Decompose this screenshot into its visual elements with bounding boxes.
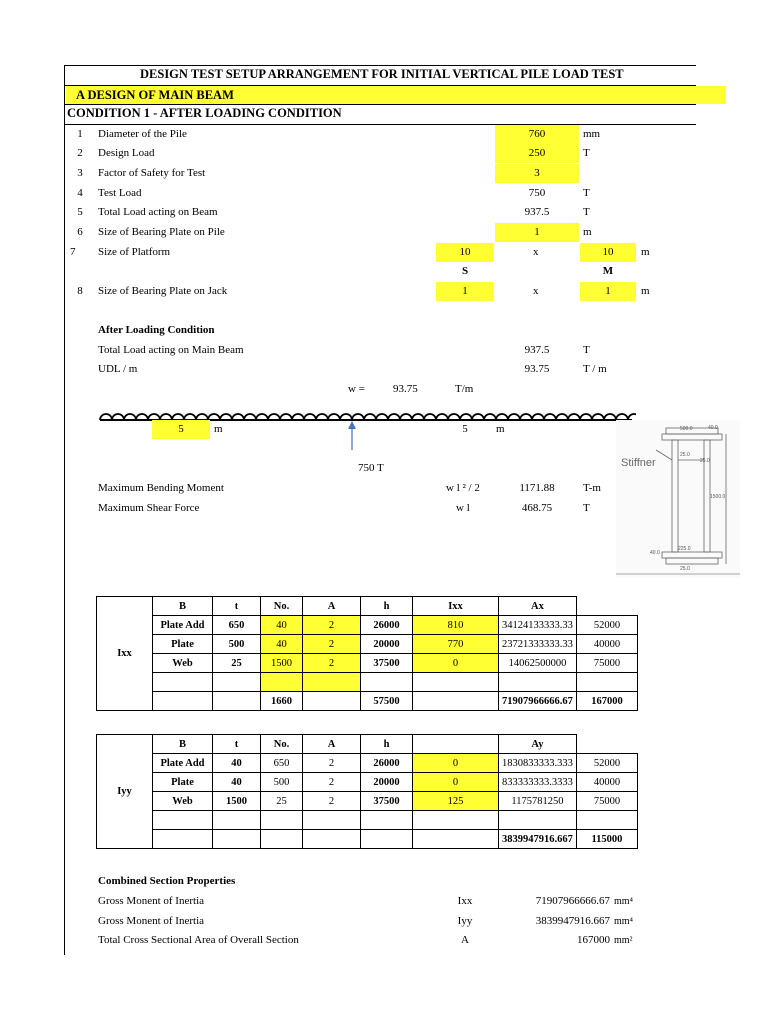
table-cell: 1175781250 bbox=[499, 792, 577, 811]
table-cell bbox=[576, 811, 637, 830]
table-cell: Web bbox=[153, 792, 213, 811]
table-cell: 34124133333.33 bbox=[499, 616, 577, 635]
row-unit: T bbox=[583, 147, 590, 159]
table-cell bbox=[213, 673, 261, 692]
table-cell: 37500 bbox=[361, 792, 413, 811]
table-cell: Plate bbox=[153, 635, 213, 654]
beam-section-sketch bbox=[616, 420, 740, 578]
sketch-stiffner: Stiffner bbox=[621, 457, 656, 469]
col-header: Ay bbox=[499, 735, 577, 754]
table-cell bbox=[361, 673, 413, 692]
span-right-unit: m bbox=[496, 423, 505, 435]
row-label: Size of Platform bbox=[98, 246, 171, 258]
table-cell: 40 bbox=[213, 754, 261, 773]
table-cell: 75000 bbox=[576, 654, 637, 673]
table-cell[interactable] bbox=[261, 673, 303, 692]
bm-unit: T-m bbox=[583, 482, 601, 494]
w-label: w = bbox=[348, 383, 365, 395]
udl-label: UDL / m bbox=[98, 363, 138, 375]
condition-heading: CONDITION 1 - AFTER LOADING CONDITION bbox=[67, 106, 342, 120]
combined-value: 3839947916.667 bbox=[535, 915, 610, 927]
table-cell bbox=[361, 830, 413, 849]
combined-value: 71907966666.67 bbox=[535, 895, 610, 907]
table-cell[interactable]: 40 bbox=[261, 635, 303, 654]
table-cell: 57500 bbox=[361, 692, 413, 711]
table-cell: 2 bbox=[303, 754, 361, 773]
table-cell bbox=[576, 673, 637, 692]
table-cell bbox=[499, 811, 577, 830]
table-cell: 167000 bbox=[576, 692, 637, 711]
row-no: 6 bbox=[77, 226, 83, 238]
sketch-bm: 225.0 bbox=[678, 546, 691, 552]
row-no: 8 bbox=[77, 285, 83, 297]
table-cell bbox=[261, 811, 303, 830]
combined-value: 167000 bbox=[577, 934, 610, 946]
table-cell bbox=[153, 811, 213, 830]
table-cell bbox=[303, 692, 361, 711]
side-label-cell: Iyy bbox=[97, 735, 153, 849]
table-cell: 833333333.3333 bbox=[499, 773, 577, 792]
table-cell: 37500 bbox=[361, 654, 413, 673]
sf-label: Maximum Shear Force bbox=[98, 502, 200, 514]
row-label: Size of Bearing Plate on Pile bbox=[98, 226, 225, 238]
combined-unit: mm⁴ bbox=[614, 896, 634, 907]
sketch-top-r: 40.0 bbox=[708, 425, 718, 431]
row-no: 2 bbox=[77, 147, 83, 159]
row-unit: mm bbox=[583, 128, 601, 140]
table-cell: 500 bbox=[261, 773, 303, 792]
table-cell: 20000 bbox=[361, 635, 413, 654]
row-label: Total Load acting on Beam bbox=[98, 206, 218, 218]
row-no: 3 bbox=[77, 167, 83, 179]
udl-unit: T / m bbox=[583, 363, 607, 375]
span-left[interactable]: 5 bbox=[152, 420, 210, 439]
page-title: DESIGN TEST SETUP ARRANGEMENT FOR INITIAL VERTICAL PILE LOAD TEST bbox=[140, 67, 624, 81]
table-cell: 1660 bbox=[261, 692, 303, 711]
table-cell: Web bbox=[153, 654, 213, 673]
row-no: 7 bbox=[70, 246, 76, 258]
combined-symbol: Ixx bbox=[457, 895, 473, 907]
table-cell: 2 bbox=[303, 792, 361, 811]
sketch-bb: 25.0 bbox=[680, 566, 690, 572]
udl-value: 93.75 bbox=[524, 363, 550, 375]
row-label: Diameter of the Pile bbox=[98, 128, 187, 140]
row-label: Design Load bbox=[98, 147, 155, 159]
top-border bbox=[64, 65, 696, 66]
table-cell: 52000 bbox=[576, 616, 637, 635]
table-cell: 2 bbox=[303, 773, 361, 792]
col-header: h bbox=[361, 597, 413, 616]
row-value[interactable]: 760 bbox=[495, 125, 579, 144]
table-cell: 40 bbox=[213, 773, 261, 792]
col-header: No. bbox=[261, 597, 303, 616]
col-header: No. bbox=[261, 735, 303, 754]
table-cell bbox=[499, 673, 577, 692]
col-header: A bbox=[303, 597, 361, 616]
table-cell: Plate Add bbox=[153, 754, 213, 773]
table-cell[interactable]: 1500 bbox=[261, 654, 303, 673]
table-cell: 71907966666.67 bbox=[499, 692, 577, 711]
table-cell[interactable] bbox=[303, 673, 361, 692]
section-heading: A DESIGN OF MAIN BEAM bbox=[66, 86, 726, 104]
row-unit: T bbox=[583, 187, 590, 199]
total-load-label: Total Load acting on Main Beam bbox=[98, 344, 244, 356]
table-cell: 14062500000 bbox=[499, 654, 577, 673]
ixx-table bbox=[96, 596, 638, 711]
table-cell: 650 bbox=[213, 616, 261, 635]
m-label: M bbox=[602, 265, 614, 277]
table-cell[interactable]: 2 bbox=[303, 654, 361, 673]
combined-heading: Combined Section Properties bbox=[98, 875, 236, 887]
table-cell[interactable]: 2 bbox=[303, 635, 361, 654]
table-cell: 3839947916.667 bbox=[499, 830, 577, 849]
iyy-table bbox=[96, 734, 638, 849]
row-label: Factor of Safety for Test bbox=[98, 167, 206, 179]
total-load-unit: T bbox=[583, 344, 590, 356]
row-value: 750 bbox=[528, 187, 546, 199]
table-cell: 25 bbox=[213, 654, 261, 673]
table-cell[interactable]: 0 bbox=[413, 773, 499, 792]
table-cell bbox=[413, 673, 499, 692]
row-label: Test Load bbox=[98, 187, 142, 199]
col-header: Ixx bbox=[413, 597, 499, 616]
table-cell: 52000 bbox=[576, 754, 637, 773]
times-sign: x bbox=[533, 285, 539, 297]
jack-plate-width[interactable]: 1 bbox=[580, 282, 636, 301]
col-header: B bbox=[153, 735, 213, 754]
row-value: 937.5 bbox=[524, 206, 550, 218]
table-cell: 75000 bbox=[576, 792, 637, 811]
combined-unit: mm⁴ bbox=[614, 916, 634, 927]
table-cell bbox=[153, 673, 213, 692]
table-cell: Plate Add bbox=[153, 616, 213, 635]
row-no: 4 bbox=[77, 187, 83, 199]
combined-label: Gross Monent of Inertia bbox=[98, 915, 205, 927]
table-cell: 26000 bbox=[361, 754, 413, 773]
table-cell: 500 bbox=[213, 635, 261, 654]
after-heading: After Loading Condition bbox=[98, 324, 215, 336]
col-header: t bbox=[213, 735, 261, 754]
row-unit: m bbox=[583, 226, 592, 238]
table-cell bbox=[413, 811, 499, 830]
table-cell: Plate bbox=[153, 773, 213, 792]
table-cell[interactable]: 40 bbox=[261, 616, 303, 635]
combined-symbol: Iyy bbox=[457, 915, 473, 927]
table-cell: 40000 bbox=[576, 635, 637, 654]
table-cell: 26000 bbox=[361, 616, 413, 635]
combined-label: Gross Monent of Inertia bbox=[98, 895, 205, 907]
span-left-unit: m bbox=[214, 423, 223, 435]
table-cell: 115000 bbox=[576, 830, 637, 849]
sketch-bl: 40.0 bbox=[650, 550, 660, 556]
sf-formula: w l bbox=[456, 502, 470, 514]
table-cell bbox=[413, 830, 499, 849]
table-cell[interactable]: 770 bbox=[413, 635, 499, 654]
combined-label: Total Cross Sectional Area of Overall Section bbox=[98, 934, 299, 946]
row-value[interactable]: 1 bbox=[495, 223, 579, 242]
sketch-d1: 25.0 bbox=[680, 452, 690, 458]
row-no: 5 bbox=[77, 206, 83, 218]
table-cell bbox=[153, 830, 213, 849]
platform-width[interactable]: 10 bbox=[580, 243, 636, 262]
col-header: t bbox=[213, 597, 261, 616]
col-header: h bbox=[361, 735, 413, 754]
row-value[interactable]: 250 bbox=[495, 144, 579, 163]
table-cell bbox=[303, 830, 361, 849]
w-value: 93.75 bbox=[393, 383, 418, 395]
span-right: 5 bbox=[462, 423, 468, 435]
table-cell[interactable]: 2 bbox=[303, 616, 361, 635]
table-cell: 20000 bbox=[361, 773, 413, 792]
table-cell: 650 bbox=[261, 754, 303, 773]
section-underline bbox=[64, 104, 696, 105]
col-header bbox=[413, 735, 499, 754]
sf-unit: T bbox=[583, 502, 590, 514]
combined-symbol: A bbox=[461, 934, 469, 946]
table-cell[interactable]: 0 bbox=[413, 654, 499, 673]
table-cell bbox=[213, 692, 261, 711]
left-border bbox=[64, 65, 65, 955]
total-load-value: 937.5 bbox=[524, 344, 550, 356]
table-cell bbox=[303, 811, 361, 830]
jack-plate-length[interactable]: 1 bbox=[436, 282, 494, 301]
row-value[interactable]: 3 bbox=[495, 164, 579, 183]
unit: m bbox=[641, 246, 650, 258]
reaction-arrowhead bbox=[348, 421, 356, 429]
table-cell bbox=[213, 811, 261, 830]
table-cell[interactable]: 0 bbox=[413, 754, 499, 773]
platform-length[interactable]: 10 bbox=[436, 243, 494, 262]
sketch-h: 1500.0 bbox=[710, 494, 726, 500]
bm-formula: w l ² / 2 bbox=[446, 482, 480, 494]
table-cell bbox=[361, 811, 413, 830]
row-no: 1 bbox=[77, 128, 83, 140]
table-cell: 40000 bbox=[576, 773, 637, 792]
point-load: 750 T bbox=[358, 462, 384, 474]
side-label-cell: Ixx bbox=[97, 597, 153, 711]
sketch-d2: 25.0 bbox=[700, 458, 710, 464]
col-header: B bbox=[153, 597, 213, 616]
row-unit: T bbox=[583, 206, 590, 218]
table-cell bbox=[213, 830, 261, 849]
sketch-top: 500.0 bbox=[680, 426, 693, 432]
unit: m bbox=[641, 285, 650, 297]
table-cell[interactable]: 810 bbox=[413, 616, 499, 635]
combined-unit: mm² bbox=[614, 935, 633, 946]
sf-value: 468.75 bbox=[521, 502, 553, 514]
table-cell: 1830833333.333 bbox=[499, 754, 577, 773]
col-header: Ax bbox=[499, 597, 577, 616]
table-cell bbox=[261, 830, 303, 849]
table-cell bbox=[153, 692, 213, 711]
table-cell: 1500 bbox=[213, 792, 261, 811]
table-cell: 23721333333.33 bbox=[499, 635, 577, 654]
row-label: Size of Bearing Plate on Jack bbox=[98, 285, 228, 297]
s-label: S bbox=[461, 265, 469, 277]
w-unit: T/m bbox=[455, 383, 474, 395]
bm-label: Maximum Bending Moment bbox=[98, 482, 224, 494]
col-header: A bbox=[303, 735, 361, 754]
table-cell[interactable]: 125 bbox=[413, 792, 499, 811]
times-sign: x bbox=[533, 246, 539, 258]
table-cell: 25 bbox=[261, 792, 303, 811]
table-cell bbox=[413, 692, 499, 711]
bm-value: 1171.88 bbox=[519, 482, 555, 494]
